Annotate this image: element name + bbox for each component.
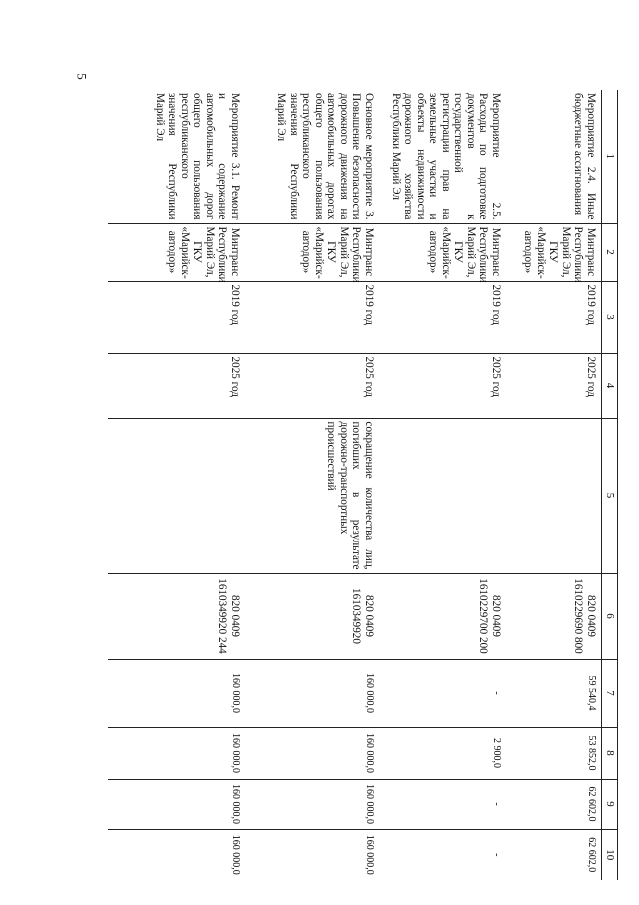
value-col8: 160 000,0 bbox=[108, 727, 245, 779]
measure-name: Мероприятие 2.5. Расходы по подготовке документов к государственной регистрации прав на земельные участки и объекты недвижимости дорожного хозяйства Республики Марий Эл bbox=[390, 93, 502, 220]
measure-name: Основное мероприятие 3. Повышение безопасности дорожного движения на автомобильных дорогах общего пользования республиканского значения Республики Марий Эл bbox=[275, 93, 375, 220]
value-col9: 62 602,0 bbox=[506, 779, 602, 829]
expected-result bbox=[506, 418, 602, 573]
value-col7: 160 000,0 bbox=[245, 659, 379, 727]
expected-result bbox=[379, 418, 506, 573]
table-row bbox=[108, 90, 245, 880]
col-header: 7 bbox=[602, 659, 618, 727]
value-col8: 160 000,0 bbox=[245, 727, 379, 779]
end-year: 2025 год bbox=[506, 353, 602, 418]
start-year: 2019 год bbox=[379, 281, 506, 353]
col-header: 8 bbox=[602, 727, 618, 779]
budget-code: 820 0409 1610229690 800 bbox=[506, 573, 602, 659]
start-year: 2019 год bbox=[506, 281, 602, 353]
program-table bbox=[108, 90, 618, 880]
value-col7: 160 000,0 bbox=[108, 659, 245, 727]
col-header: 4 bbox=[602, 353, 618, 418]
page-number: 5 bbox=[74, 73, 90, 80]
value-col7: 59 540,4 bbox=[506, 659, 602, 727]
budget-code: 820 0409 1610229700 200 bbox=[379, 573, 506, 659]
expected-result: сокращение количества лиц, погибших в результате дорожно-транспортных происшествий bbox=[245, 418, 379, 573]
start-year: 2019 год bbox=[108, 281, 245, 353]
rotated-page bbox=[96, 90, 618, 880]
start-year: 2019 год bbox=[245, 281, 379, 353]
table-row bbox=[379, 90, 506, 880]
value-col8: 53 852,0 bbox=[506, 727, 602, 779]
executor: Минтранс Республики Марий Эл, ГКУ «Марийск-автодор» bbox=[379, 223, 506, 281]
budget-code: 820 0409 1610349920 244 bbox=[108, 573, 245, 659]
executor: Минтранс Республики Марий Эл, ГКУ «Марийск-автодор» bbox=[506, 223, 602, 281]
col-header: 3 bbox=[602, 281, 618, 353]
col-header: 10 bbox=[602, 829, 618, 880]
budget-code: 820 0409 1610349920 bbox=[245, 573, 379, 659]
measure-name: Мероприятие 2.4. Иные бюджетные ассигнования bbox=[572, 93, 597, 220]
end-year: 2025 год bbox=[108, 353, 245, 418]
value-col10: 160 000,0 bbox=[108, 829, 245, 880]
col-header: 6 bbox=[602, 573, 618, 659]
col-header: 9 bbox=[602, 779, 618, 829]
end-year: 2025 год bbox=[245, 353, 379, 418]
executor: Минтранс Республики Марий Эл, ГКУ «Марийск-автодор» bbox=[245, 223, 379, 281]
value-col10: 62 602,0 bbox=[506, 829, 602, 880]
value-col7: - bbox=[379, 659, 506, 727]
executor: Минтранс Республики Марий Эл, ГКУ «Марийск-автодор» bbox=[108, 223, 245, 281]
measure-name: Мероприятие 3.1. Ремонт и содержание автомобильных дорог общего пользования республиканского значения Республики Марий Эл bbox=[154, 93, 241, 220]
col-header: 5 bbox=[602, 418, 618, 573]
header-row bbox=[602, 90, 618, 880]
value-col10: - bbox=[379, 829, 506, 880]
end-year: 2025 год bbox=[379, 353, 506, 418]
value-col9: - bbox=[379, 779, 506, 829]
expected-result bbox=[108, 418, 245, 573]
col-header: 2 bbox=[602, 223, 618, 281]
col-header: 1 bbox=[602, 90, 618, 223]
table-row bbox=[506, 90, 602, 880]
value-col10: 160 000,0 bbox=[245, 829, 379, 880]
value-col9: 160 000,0 bbox=[108, 779, 245, 829]
value-col8: 2 900,0 bbox=[379, 727, 506, 779]
table-row bbox=[245, 90, 379, 880]
value-col9: 160 000,0 bbox=[245, 779, 379, 829]
